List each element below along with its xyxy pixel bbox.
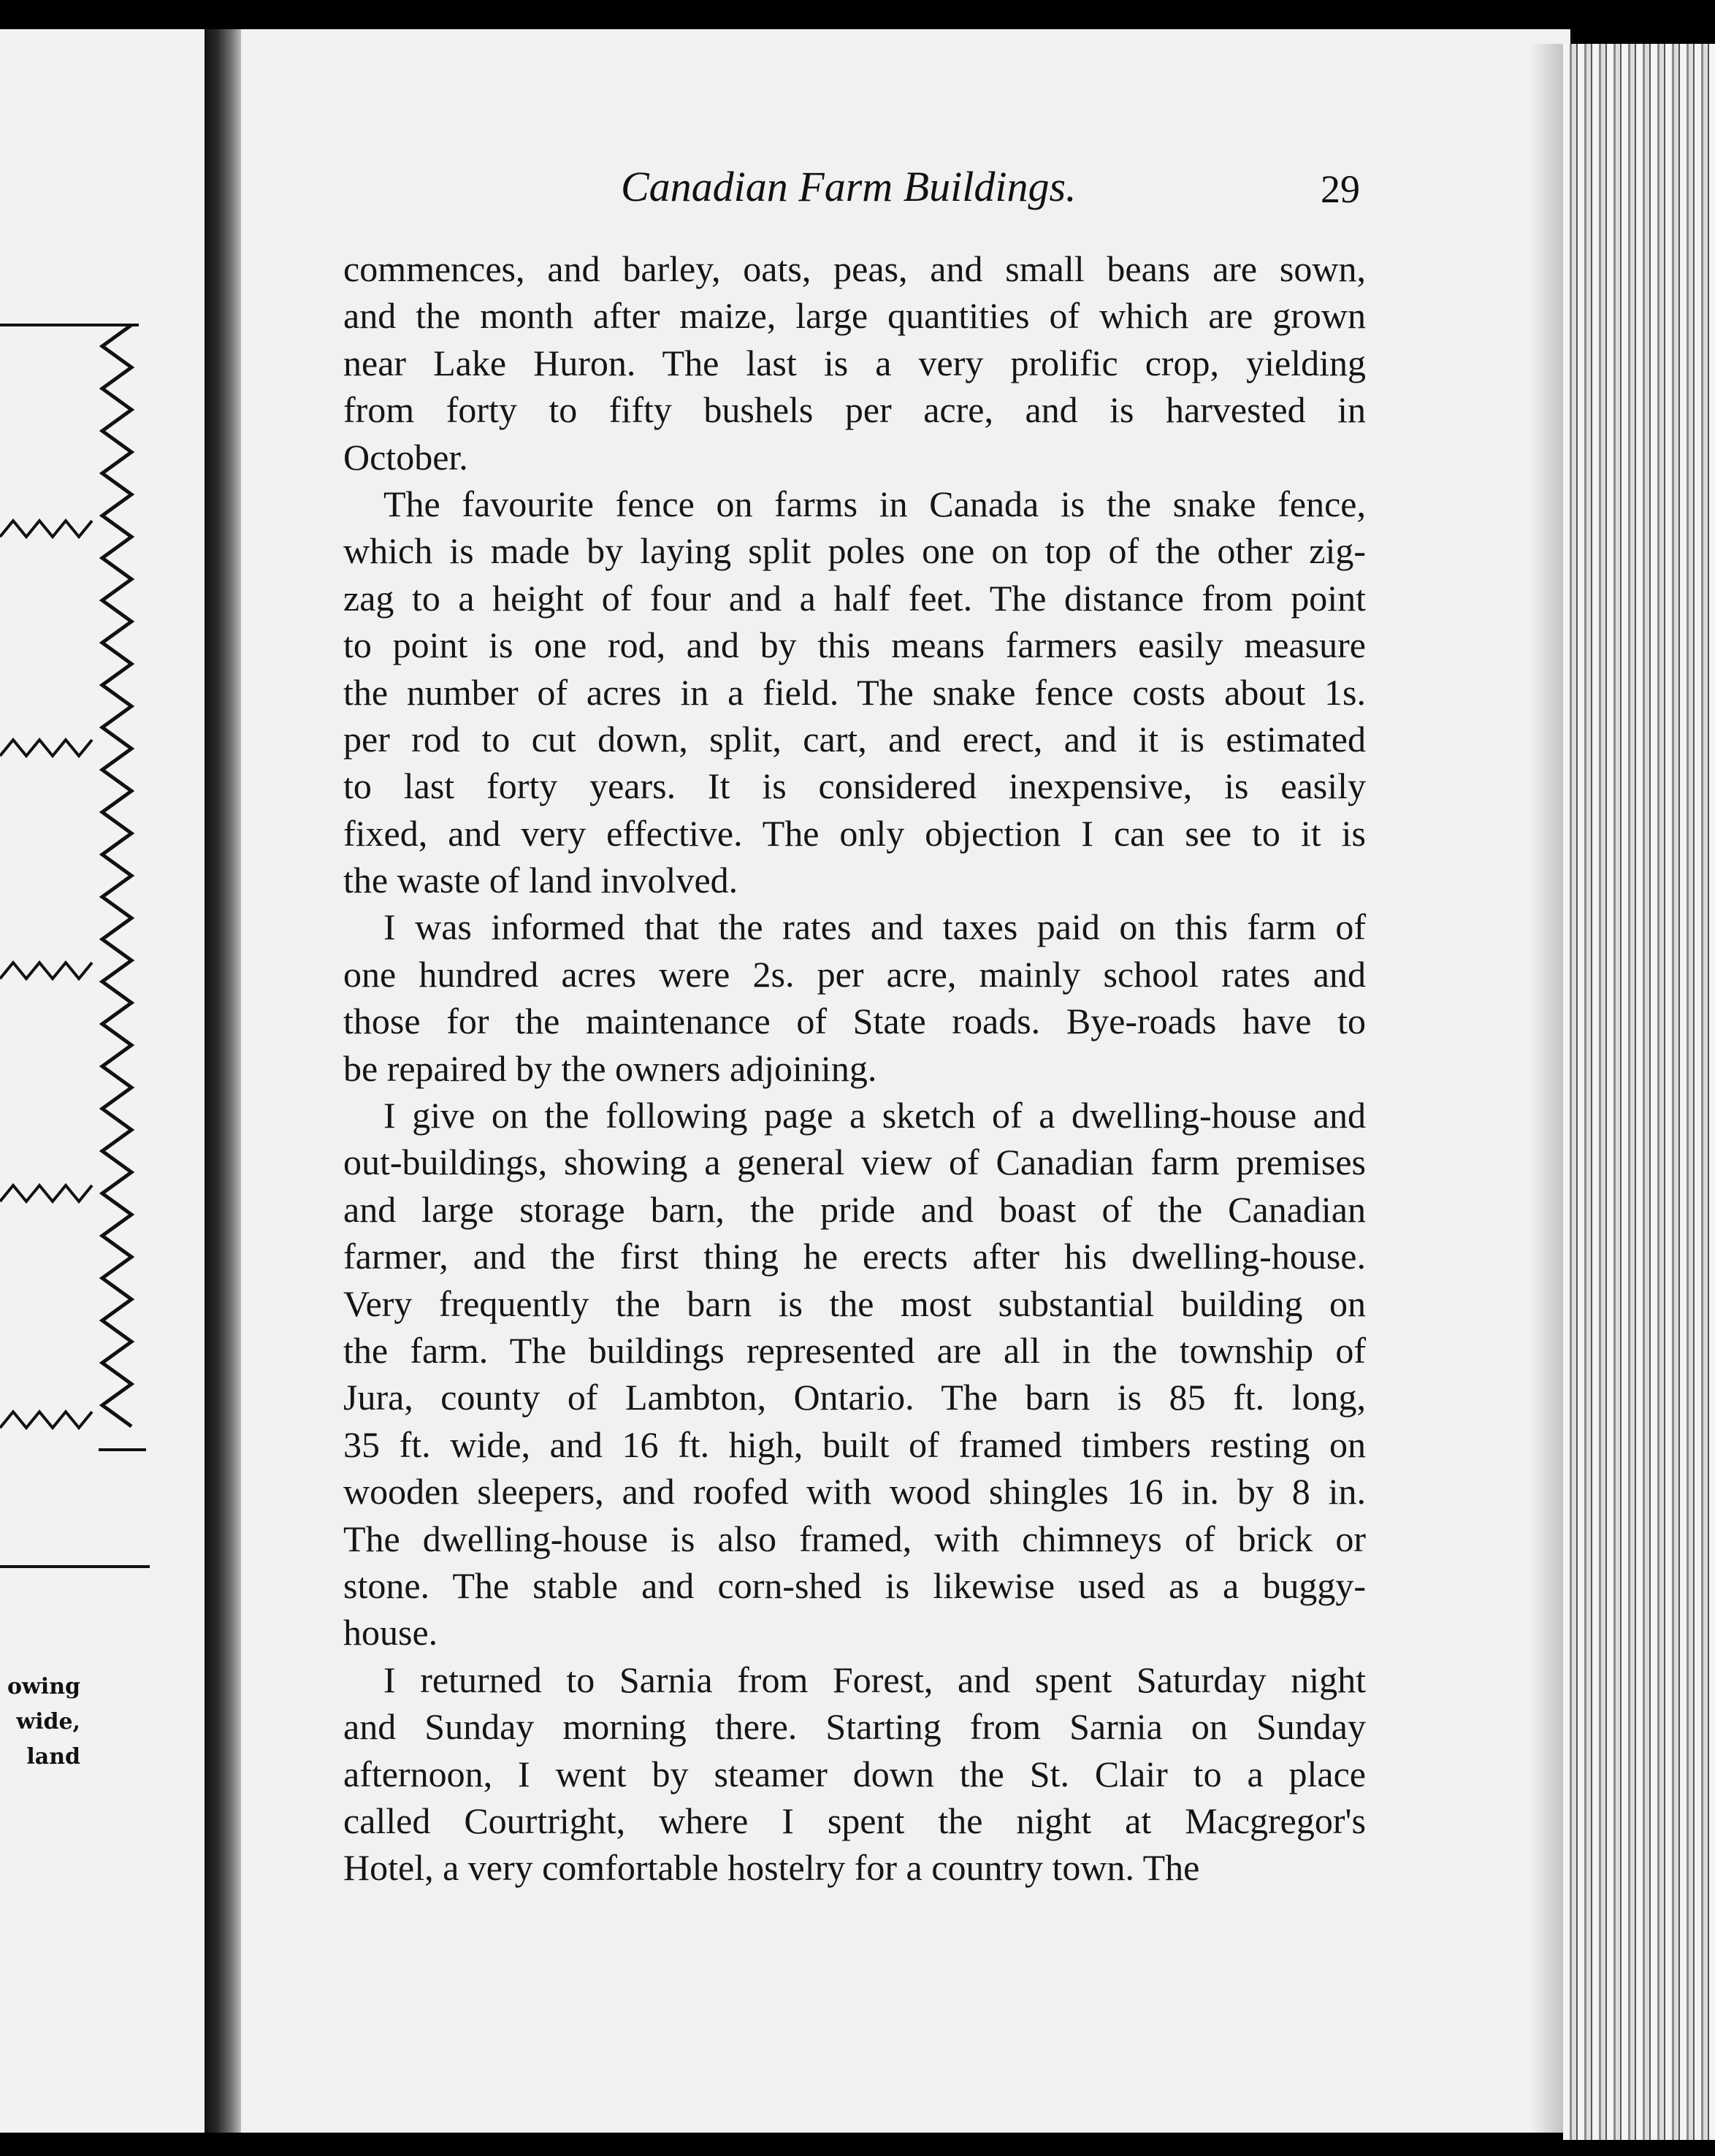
text-line: I give on the following page a sketch of a dwelling-house and: [383, 1095, 1366, 1136]
text-line: wooden sleepers, and roofed with wood shingles 16 in. by 8 in.: [343, 1471, 1366, 1513]
text-line: I returned to Sarnia from Forest, and spent Saturday night: [383, 1659, 1366, 1700]
text-line: zag to a height of four and a half feet. The distance from point: [343, 577, 1366, 619]
text-line: Very frequently the barn is the most substantial building on: [343, 1282, 1366, 1324]
horizontal-zigzag-fence-2: [0, 740, 92, 756]
text-line: the waste of land involved.: [343, 860, 738, 901]
text-line: to last forty years. It is considered inexpensive, is easily: [343, 765, 1366, 807]
text-line: the number of acres in a field. The snake fence costs about 1s.: [343, 671, 1366, 713]
horizontal-zigzag-fence-1: [0, 521, 92, 537]
left-caption-line-2: wide,: [16, 1709, 80, 1735]
horizontal-zigzag-fence-5: [0, 1412, 92, 1428]
text-line: Jura, county of Lambton, Ontario. The barn is 85 ft. long,: [343, 1377, 1366, 1418]
page-number: 29: [1321, 167, 1360, 211]
body-text: [343, 245, 1366, 1892]
running-head: Canadian Farm Buildings.: [621, 163, 1077, 210]
left-caption-line-1: owing: [7, 1674, 80, 1700]
text-line: those for the maintenance of State roads. Bye-roads have to: [343, 1001, 1366, 1042]
text-line: fixed, and very effective. The only objection I can see to it is: [343, 812, 1366, 854]
text-line: and large storage barn, the pride and boast of the Canadian: [343, 1188, 1366, 1230]
text-line: 35 ft. wide, and 16 ft. high, built of framed timbers resting on: [343, 1423, 1366, 1465]
vertical-zigzag-fence: [102, 325, 131, 1426]
text-line: out-buildings, showing a general view of Canadian farm premises: [343, 1142, 1366, 1183]
text-line: near Lake Huron. The last is a very prolific crop, yielding: [343, 342, 1366, 383]
text-line: one hundred acres were 2s. per acre, mainly school rates and: [343, 953, 1366, 995]
text-line: and the month after maize, large quantities of which are grown: [343, 295, 1366, 337]
text-line: farmer, and the first thing he erects after his dwelling-house.: [343, 1236, 1366, 1277]
horizontal-zigzag-fence-3: [0, 963, 92, 979]
text-line: called Courtright, where I spent the night at Macgregor's: [343, 1800, 1366, 1841]
text-line: The dwelling-house is also framed, with chimneys of brick or: [343, 1518, 1366, 1559]
book-gutter: [205, 29, 241, 2133]
zigzag-snake-fence-diagram: [0, 307, 168, 1548]
text-line: I was informed that the rates and taxes paid on this farm of: [383, 906, 1366, 948]
text-line: commences, and barley, oats, peas, and small beans are sown,: [343, 248, 1366, 289]
figure-bottom-rule: [0, 1563, 153, 1570]
text-line: October.: [343, 436, 468, 478]
text-line: from forty to fifty bushels per acre, and is harvested in: [343, 389, 1366, 431]
left-caption-line-3: land: [26, 1744, 80, 1770]
text-line: and Sunday morning there. Starting from Sarnia on Sunday: [343, 1706, 1366, 1748]
text-line: per rod to cut down, split, cart, and erect, and it is estimated: [343, 718, 1366, 760]
text-line: to point is one rod, and by this means farmers easily measure: [343, 624, 1366, 666]
text-line: which is made by laying split poles one on top of the other zig-: [343, 530, 1366, 572]
page-block-edges: [1563, 44, 1715, 2140]
text-line: be repaired by the owners adjoining.: [343, 1047, 877, 1089]
text-line: the farm. The buildings represented are all in the township of: [343, 1329, 1366, 1371]
text-line: afternoon, I went by steamer down the St. Clair to a place: [343, 1753, 1366, 1794]
text-line: house.: [343, 1612, 438, 1654]
horizontal-zigzag-fence-4: [0, 1185, 92, 1201]
text-line: Hotel, a very comfortable hostelry for a country town. The: [343, 1847, 1200, 1889]
text-line: stone. The stable and corn-shed is likewise used as a buggy-: [343, 1564, 1366, 1606]
text-line: The favourite fence on farms in Canada is the snake fence,: [383, 483, 1366, 524]
